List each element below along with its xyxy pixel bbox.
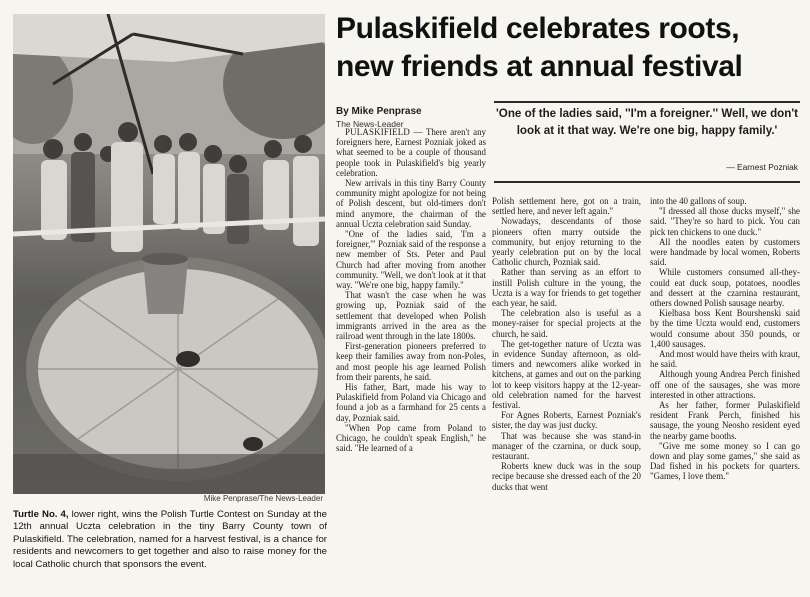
cutline-lead: Turtle No. 4, <box>13 509 69 520</box>
headline-line-2: new friends at annual festival <box>336 50 743 83</box>
article-continuation: Polish settlement here, got on a train, settled here, and never left again." <box>492 196 641 217</box>
article-paragraph: Kielbasa boss Kent Bourshenski said by the time Uczta would end, customers would consume about 350 pounds, or 1,400 sausages. <box>650 308 800 349</box>
article-paragraph: While customers consumed all-they-could eat duck soup, potatoes, noodles and dessert at the czarnina restaurant, others downed Polish sausage nearby. <box>650 267 800 309</box>
dateline: PULASKIFIELD <box>345 127 411 137</box>
lead-text: — There aren't any foreigners here, Earnest Pozniak joked as what seemed to be a couple of thousand people took in Pulaskifield's big yearly celebration. <box>336 127 486 178</box>
festival-crowd-photo-icon <box>13 14 325 494</box>
cutline-text: lower right, wins the Polish Turtle Contest on Sunday at the 12th annual Uczta celebration in the tiny Barry County town of Pulaskifield. The celebration, named for a harvest festival, is a chance for residents and newcomers to get together and also to raise money for the local Catholic church that sponsors the event. <box>13 509 327 570</box>
byline-author: By Mike Penprase <box>336 106 422 117</box>
article-paragraph: That was because she was stand-in manager of the czarnina, or duck soup, restaurant. <box>492 430 641 462</box>
photo-credit: Mike Penprase/The News-Leader <box>203 494 323 503</box>
headline-line-1: Pulaskifield celebrates roots, <box>336 12 740 45</box>
article-column-3 <box>650 196 800 482</box>
byline-organization: The News-Leader <box>336 119 404 129</box>
article-paragraph: Nowadays, descendants of those pioneers often marry outside the community, but enjoy returning to the yearly celebration put on by the local Catholic church, Pozniak said. <box>492 216 641 268</box>
article-paragraph: New arrivals in this tiny Barry County community might apologize for not being of Polish descent, but old-timers don't mind anymore, the chairman of the annual Uczta celebration said Sunday. <box>336 178 486 229</box>
article-paragraph: Although young Andrea Perch finished off one of the sausages, she was more interested in other attractions. <box>650 369 800 400</box>
article-paragraph: All the noodles eaten by customers were handmade by local women, Roberts said. <box>650 236 800 268</box>
pull-quote-top-rule <box>494 101 800 103</box>
article-lead-paragraph <box>336 127 486 178</box>
article-paragraph: And most would have theirs with kraut, he said. <box>650 349 800 370</box>
article-paragraph: First-generation pioneers preferred to keep their families away from non-Poles, and most people his age learned Polish from their parents, he said. <box>336 341 486 382</box>
article-paragraph: Roberts knew duck was in the soup recipe because she dressed each of the 20 ducks that went <box>492 461 641 492</box>
pull-quote-attribution: — Earnest Pozniak <box>726 162 798 172</box>
article-continuation: into the 40 gallons of soup. <box>650 196 747 206</box>
headline <box>336 10 804 86</box>
article-paragraph: His father, Bart, made his way to Pulaskifield from Poland via Chicago and found a job as a farmhand for 25 cents a day, Pozniak said. <box>336 382 486 423</box>
article-paragraph: "When Pop came from Poland to Chicago, he couldn't speak English," he said. "He learned of a <box>336 422 486 454</box>
photo-cutline <box>13 509 327 571</box>
article-paragraph: "Give me some money so I can go down and play some games," she said as Dad fished in his pockets for quarters. "Games, I love them." <box>650 440 800 482</box>
festival-photo <box>13 14 325 494</box>
article-paragraph: "I dressed all those ducks myself," she said. "They're so hard to pick. You can pick ten chickens to one duck." <box>650 206 800 237</box>
article-column-2 <box>492 196 641 492</box>
pull-quote: 'One of the ladies said, ''I'm a foreigner.'' Well, we don't look at it that way. We're one big, happy family.' <box>496 107 798 137</box>
article-paragraph: That wasn't the case when he was growing up, Pozniak said of the settlement that developed when Polish immigrants arrived in the area as the railroad went through in the late 1800s. <box>336 290 486 342</box>
article-paragraph: The get-together nature of Uczta was in evidence Sunday afternoon, as old-timers and newcomers alike worked in kitchens, at games and out on the parking lot to keep visitors happy at the 12-year-old celebration named for the harvest festival. <box>492 338 641 411</box>
article-paragraph: Rather than serving as an effort to instill Polish culture in the young, the Uczta is a way for friends to get together each year, he said. <box>492 267 641 309</box>
article-paragraph: As her father, former Pulaskifield resident Frank Perch, finished his sausage, the young Neosho resident eyed the nearby game booths. <box>650 400 800 441</box>
pull-quote-bottom-rule <box>494 181 800 183</box>
article-paragraph: The celebration also is useful as a money-raiser for special projects at the church, he said. <box>492 308 641 339</box>
article-paragraph: "One of the ladies said, 'I'm a foreigner,'" Pozniak said of the response a new member of Sts. Peter and Paul Church had after moving from another community. "Well, we don't look at it that way. "We're one big, happy family." <box>336 229 486 291</box>
article-column-1 <box>336 127 486 454</box>
article-paragraph: For Agnes Roberts, Earnest Pozniak's sister, the day was just ducky. <box>492 410 641 431</box>
